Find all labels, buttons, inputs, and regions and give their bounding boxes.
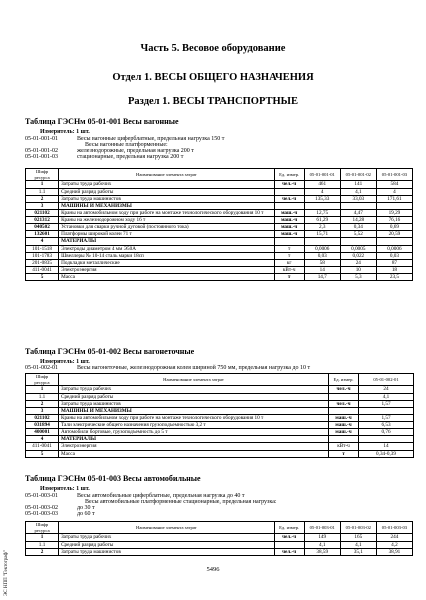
cell-name: Затраты труда рабочих (59, 181, 275, 188)
cell-unit (329, 393, 359, 400)
cell-value: 12,75 (304, 209, 340, 216)
cell-unit (329, 436, 359, 443)
cell-code: 1 (26, 181, 59, 188)
cell-name: Масса (59, 450, 329, 457)
description-code: 05-01-002-01 (25, 365, 58, 371)
description-text: Весы вагонные циферблатные, предельная нагрузка 150 т (77, 136, 225, 142)
cell-code: 040502 (26, 224, 59, 231)
cell-value: 0,34-0,39 (359, 450, 414, 457)
description-code: 05-01-001-03 (25, 154, 58, 160)
cell-value: 0,34 (340, 224, 376, 231)
cell-value: 171,61 (376, 195, 412, 202)
cell-unit: маш.-ч (329, 414, 359, 421)
cell-value: 0,69 (376, 224, 412, 231)
cell-value: 4,1 (340, 188, 376, 195)
description-text: Весы вагонеточные, железнодорожная колея шириной 750 мм, предельная нагрузка до 10 т (77, 365, 311, 371)
cell-code: 411-0041 (26, 443, 59, 450)
cell-unit (274, 202, 304, 209)
description-text: стационарные, предельная нагрузка 200 т (77, 154, 184, 160)
cell-unit: маш.-ч (274, 209, 304, 216)
cell-code: 3 (26, 407, 59, 414)
cell-value: 141 (340, 181, 376, 188)
table-row (26, 181, 413, 188)
cell-value: 5,3 (340, 274, 376, 281)
cell-value: 244 (376, 534, 412, 541)
table-row (26, 534, 413, 541)
header-variant: 05-01-001-01 (304, 169, 340, 181)
cell-name: Электроды диаметром 4 мм Э50А (59, 245, 275, 252)
cell-code: 4 (26, 238, 59, 245)
description-text: Весы автомобильные платформенные стационарные, предельная нагрузка: (85, 499, 277, 505)
section-heading: Отдел 1. ВЕСЫ ОБЩЕГО НАЗНАЧЕНИЯ (112, 72, 314, 83)
cell-value: 4,47 (340, 209, 376, 216)
cell-code: 1 (26, 534, 59, 541)
cell-name: Краны на автомобильном ходу при работе на монтаже технологического оборудования 10 т (59, 414, 329, 421)
cell-value: 0,03 (304, 252, 340, 259)
cell-name: Электроэнергия (59, 443, 329, 450)
cell-code: 2 (26, 548, 59, 555)
cell-value: 5,52 (340, 231, 376, 238)
table1-meter: Измеритель: 1 шт. (40, 129, 90, 135)
table2 (25, 373, 414, 458)
table-row (26, 422, 414, 429)
table-row (26, 400, 414, 407)
cell-unit: чел.-ч (329, 400, 359, 407)
cell-name: Платформы широкой колеи 71 т (59, 231, 275, 238)
cell-value: 0,0005 (340, 245, 376, 252)
cell-value: 20,59 (376, 231, 412, 238)
description-text: до 60 т (77, 511, 95, 517)
cell-code: 5 (26, 274, 59, 281)
description-line (25, 511, 277, 517)
table2-meter: Измеритель: 1 шт. (40, 359, 90, 365)
cell-code: 1 (26, 386, 59, 393)
cell-name: Электроэнергия (59, 266, 275, 273)
cell-unit (274, 188, 304, 195)
cell-name: Тали электрические общего назначения грузоподъемностью 3,2 т (59, 422, 329, 429)
header-unit: Ед. измер. (274, 522, 304, 534)
cell-name: Затраты труда рабочих (59, 534, 275, 541)
cell-unit: т (329, 450, 359, 457)
cell-code: 3 (26, 202, 59, 209)
cell-code: 021102 (26, 414, 59, 421)
cell-code: 021102 (26, 209, 59, 216)
description-text: Весы автомобильные циферблатные, предельная нагрузка до 40 т (77, 493, 245, 499)
description-line (25, 365, 310, 371)
table-row (26, 209, 413, 216)
cell-value: 61,29 (304, 217, 340, 224)
cell-value: 0,03 (376, 252, 412, 259)
page-number: 5496 (206, 566, 220, 573)
cell-unit: маш.-ч (274, 217, 304, 224)
cell-name: Масса (59, 274, 275, 281)
header-variant: 05-01-003-02 (340, 522, 376, 534)
cell-unit: маш.-ч (329, 422, 359, 429)
cell-unit: т (274, 274, 304, 281)
table-row (26, 202, 413, 209)
cell-value: 23,5 (376, 274, 412, 281)
cell-value (359, 436, 414, 443)
cell-value: 24 (340, 259, 376, 266)
table-row (26, 436, 414, 443)
header-name: Наименование элемента затрат (59, 522, 275, 534)
cell-name: Установки для сварки ручной дуговой (постоянного тока) (59, 224, 275, 231)
header-variant: 05-01-001-03 (376, 169, 412, 181)
cell-unit: чел.-ч (274, 181, 304, 188)
cell-value: 19,29 (376, 209, 412, 216)
cell-unit (274, 238, 304, 245)
cell-unit (274, 541, 304, 548)
cell-value: 14,7 (304, 274, 340, 281)
table3-title: Таблица ГЭСНм 05-01-003 Весы автомобильные (25, 474, 201, 483)
cell-value (376, 202, 412, 209)
cell-value: 1,57 (359, 414, 414, 421)
header-unit: Ед. измер. (329, 374, 359, 386)
cell-value: 24 (359, 386, 414, 393)
cell-code: 021312 (26, 217, 59, 224)
description-text: Весы вагонные платформенные: (85, 142, 168, 148)
table-row (26, 195, 413, 202)
cell-unit: чел.-ч (329, 386, 359, 393)
cell-value: 2,3 (304, 224, 340, 231)
table2-description (25, 365, 310, 371)
cell-value: 15,71 (304, 231, 340, 238)
cell-code: 101-1783 (26, 252, 59, 259)
table-row (26, 443, 414, 450)
cell-code: 1.1 (26, 393, 59, 400)
cell-code: 4 (26, 436, 59, 443)
cell-unit: кВт-ч (329, 443, 359, 450)
cell-value: 461 (304, 181, 340, 188)
table-row (26, 259, 413, 266)
cell-value: 0,0006 (304, 245, 340, 252)
cell-name: Затраты труда машинистов (59, 195, 275, 202)
table-row (26, 188, 413, 195)
cell-unit: кг (274, 259, 304, 266)
cell-code: 201-0835 (26, 259, 59, 266)
table-row (26, 450, 414, 457)
cell-value: 4 (376, 188, 412, 195)
cell-name: Краны на железнодорожном ходу 16 т (59, 217, 275, 224)
table-header-row (26, 374, 414, 386)
header-code: Шифр ресурса (26, 522, 59, 534)
table-row (26, 252, 413, 259)
cell-code: 411-0041 (26, 266, 59, 273)
description-code: 05-01-003-01 (25, 493, 58, 499)
cell-value: 4,2 (376, 541, 412, 548)
table-row (26, 224, 413, 231)
description-text: железнодорожные, предельная нагрузка 200 т (77, 148, 194, 154)
header-name: Наименование элемента затрат (59, 169, 275, 181)
table-row (26, 231, 413, 238)
cell-value (304, 238, 340, 245)
table-row (26, 393, 414, 400)
cell-unit: чел.-ч (274, 195, 304, 202)
cell-unit: т (274, 252, 304, 259)
cell-value: 76,16 (376, 217, 412, 224)
part-heading: Часть 5. Весовое оборудование (140, 43, 286, 54)
cell-name: Затраты труда рабочих (59, 386, 329, 393)
cell-value: 0,76 (359, 429, 414, 436)
cell-code: 5 (26, 450, 59, 457)
header-code: Шифр ресурса (26, 374, 59, 386)
cell-name: МАШИНЫ И МЕХАНИЗМЫ (59, 202, 275, 209)
table-row (26, 245, 413, 252)
table-row (26, 386, 414, 393)
cell-name: Подкладки металлические (59, 259, 275, 266)
cell-value: 149 (304, 534, 340, 541)
table-header-row (26, 169, 413, 181)
cell-value: 33,03 (340, 195, 376, 202)
table-row (26, 414, 414, 421)
description-code: 05-01-001-01 (25, 136, 58, 142)
description-code: 05-01-003-02 (25, 505, 58, 511)
cell-value: 4,1 (304, 541, 340, 548)
cell-value: 10 (340, 266, 376, 273)
cell-value: 0,0006 (376, 245, 412, 252)
cell-name: Средний разряд работы (59, 541, 275, 548)
description-text: до 30 т (77, 505, 95, 511)
cell-value: 14 (359, 443, 414, 450)
cell-name: МАТЕРИАЛЫ (59, 436, 329, 443)
cell-name: МАТЕРИАЛЫ (59, 238, 275, 245)
table-row (26, 548, 413, 555)
cell-code: 132601 (26, 231, 59, 238)
cell-value (359, 407, 414, 414)
header-variant: 05-01-003-01 (304, 522, 340, 534)
table-row (26, 429, 414, 436)
cell-value (304, 202, 340, 209)
table3 (25, 521, 413, 556)
table-row (26, 266, 413, 273)
cell-value: 6,53 (359, 422, 414, 429)
table3-meter: Измеритель: 1 шт. (40, 486, 90, 492)
cell-value: 38,91 (376, 548, 412, 555)
table1 (25, 168, 413, 281)
cell-name: Затраты труда машинистов (59, 400, 329, 407)
cell-value: 0,022 (340, 252, 376, 259)
cell-unit: чел.-ч (274, 534, 304, 541)
cell-name: Средний разряд работы (59, 393, 329, 400)
cell-value: 14 (304, 266, 340, 273)
table-row (26, 274, 413, 281)
table-row (26, 407, 414, 414)
subsection-heading: Раздел 1. ВЕСЫ ТРАНСПОРТНЫЕ (128, 96, 298, 107)
cell-value: 58 (304, 259, 340, 266)
cell-value: 165 (340, 534, 376, 541)
cell-name: Краны на автомобильном ходу при работе на монтаже технологического оборудования 10 т (59, 209, 275, 216)
side-imprint: ЭС НПП "Гектограф" (4, 550, 9, 596)
table-row (26, 217, 413, 224)
table2-title: Таблица ГЭСНм 05-01-002 Весы вагонеточные (25, 347, 195, 356)
header-variant: 05-01-001-02 (340, 169, 376, 181)
header-variant: 05-01-003-03 (376, 522, 412, 534)
cell-value: 135,33 (304, 195, 340, 202)
cell-code: 031894 (26, 422, 59, 429)
table3-description (25, 493, 277, 517)
table1-description (25, 136, 224, 160)
cell-code: 1.1 (26, 541, 59, 548)
cell-value: 35,1 (340, 548, 376, 555)
table-row (26, 541, 413, 548)
cell-unit: т (274, 245, 304, 252)
cell-value: 4,1 (340, 541, 376, 548)
cell-unit: чел.-ч (274, 548, 304, 555)
header-code: Шифр ресурса (26, 169, 59, 181)
cell-value (340, 202, 376, 209)
cell-name: МАШИНЫ И МЕХАНИЗМЫ (59, 407, 329, 414)
cell-code: 2 (26, 400, 59, 407)
cell-value: 14,28 (340, 217, 376, 224)
description-line (25, 154, 224, 160)
cell-unit: кВт-ч (274, 266, 304, 273)
cell-value: 4,1 (359, 393, 414, 400)
cell-code: 1.1 (26, 188, 59, 195)
cell-value: 4 (304, 188, 340, 195)
description-code: 05-01-003-03 (25, 511, 58, 517)
cell-name: Средний разряд работы (59, 188, 275, 195)
cell-value: 38,59 (304, 548, 340, 555)
cell-value (340, 238, 376, 245)
cell-value: 87 (376, 259, 412, 266)
cell-name: Автомобили бортовые, грузоподъемность до 5 т (59, 429, 329, 436)
cell-value: 18 (376, 266, 412, 273)
header-unit: Ед. измер. (274, 169, 304, 181)
cell-code: 101-1518 (26, 245, 59, 252)
cell-name: Затраты труда машинистов (59, 548, 275, 555)
cell-value: 1,57 (359, 400, 414, 407)
cell-code: 2 (26, 195, 59, 202)
cell-value (376, 238, 412, 245)
cell-unit: маш.-ч (329, 429, 359, 436)
header-name: Наименование элемента затрат (59, 374, 329, 386)
table1-title: Таблица ГЭСНм 05-01-001 Весы вагонные (25, 117, 179, 126)
cell-unit: маш.-ч (274, 231, 304, 238)
description-code: 05-01-001-02 (25, 148, 58, 154)
cell-unit (329, 407, 359, 414)
table-header-row (26, 522, 413, 534)
table-row (26, 238, 413, 245)
cell-code: 400001 (26, 429, 59, 436)
cell-unit: маш.-ч (274, 224, 304, 231)
cell-value: 584 (376, 181, 412, 188)
cell-name: Швеллеры № 10-14 сталь марки 18сп (59, 252, 275, 259)
header-variant: 05-01-002-01 (359, 374, 414, 386)
